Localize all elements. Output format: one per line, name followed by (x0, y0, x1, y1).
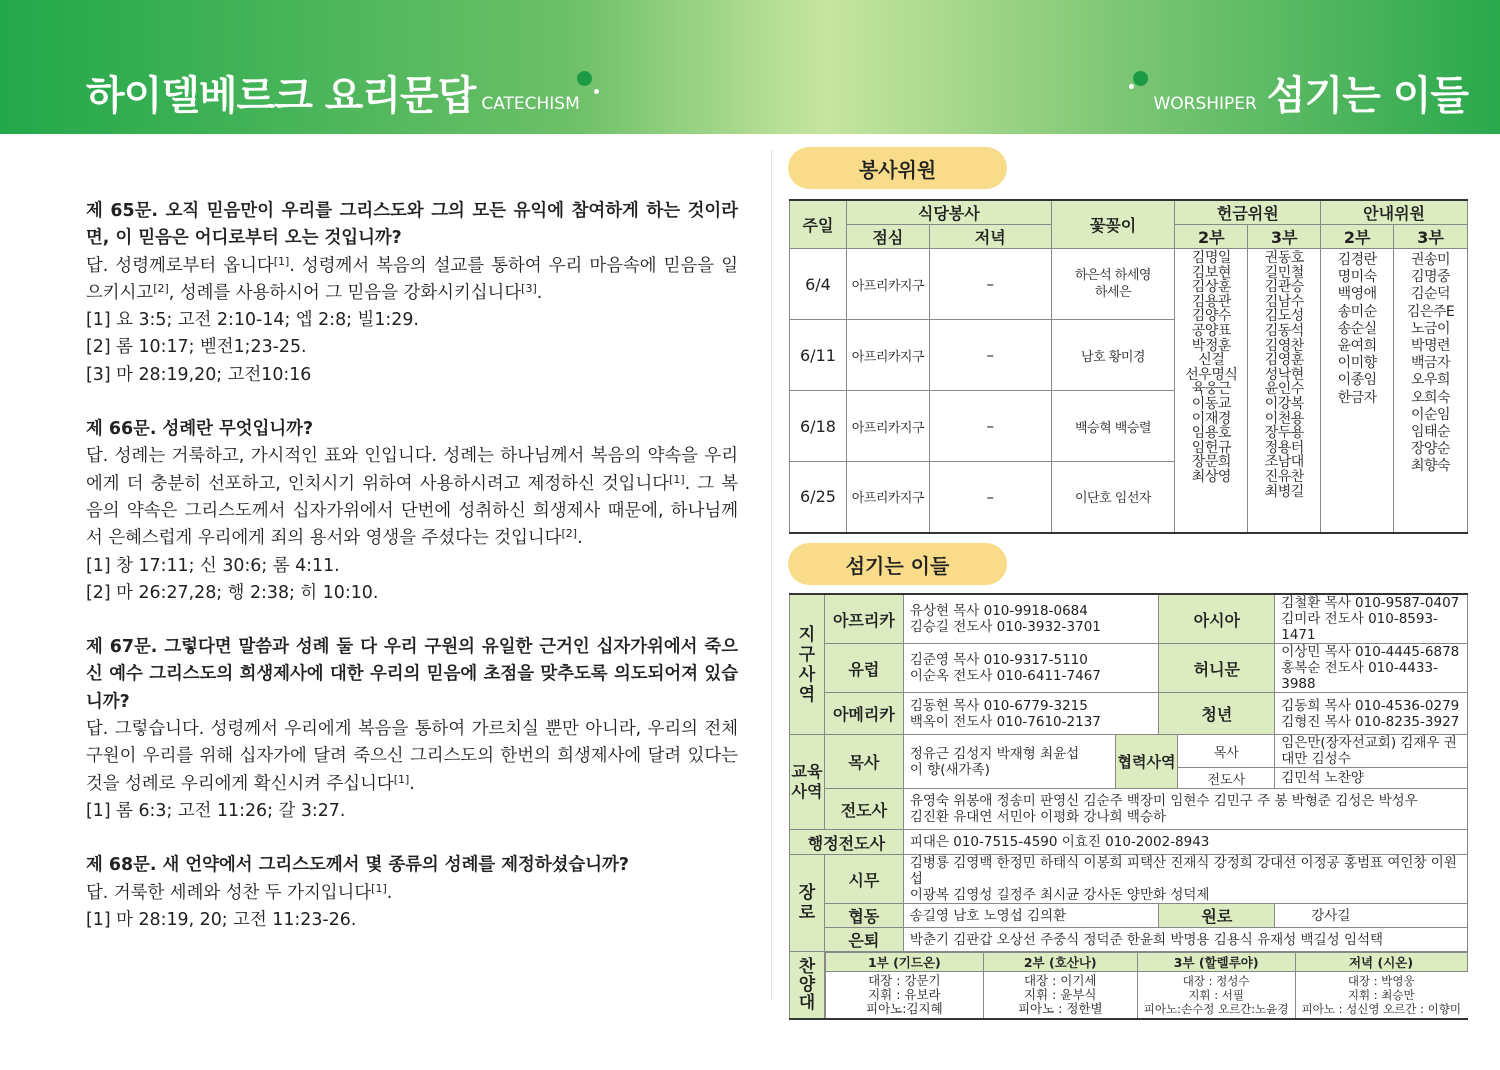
choir-label: 찬 양 대 (790, 952, 825, 1019)
green-dot-icon (577, 71, 592, 86)
guide-3bu-list: 권송미 김명중 김순덕 김은주E 노금이 박명련 백금자 오우희 오희숙 이순임 임태순 장양순 최향숙 (1394, 249, 1468, 533)
offering-2bu-list: 김명일 김보현 김상훈 김용관 김양수 공양표 박정훈 신걸 선우명식 육웅근 이동교 이재경 임용호 임헌규 장문희 최상영 (1175, 249, 1248, 533)
retired-elder-info: 박춘기 김판갑 오상선 주중식 정덕준 한윤희 박명용 김용식 유재성 백길성 임석택 (903, 928, 1467, 952)
assoc-elder-info: 송길영 남호 노영섭 김의환 (903, 904, 1159, 928)
row-lunch: 아프리카지구 (846, 249, 929, 320)
guide-2bu-list: 김경란 명미숙 백영애 송미순 송순실 윤여희 이미향 이종임 한금자 (1321, 249, 1394, 533)
row-lunch: 아프리카지구 (846, 391, 929, 462)
white-dot-icon (1129, 84, 1134, 89)
europe-info: 김준영 목사 010-9317-5110 이순옥 전도사 010-6411-7467 (903, 644, 1159, 693)
header-offering: 헌금위원 (1175, 200, 1321, 225)
catechism-item (86, 198, 738, 389)
catechism-answer: 답. 성례는 거룩하고, 가시적인 표와 인입니다. 성례는 하나님께서 복음의 약속을 우리에게 더 충분히 선포하고, 인치시기 위하여 사용하시려고 제정하신 것입니다[1]. 그 복음의 약속은 그리스도께서 십자가위에서 단번에 성취하신 희생제사 때문에, 하나님께서 은혜스럽게 우리에게 죄의 용서와 영생을 주셨다는 것입니다[2]. (86, 446, 738, 549)
row-flower: 이단호 임선자 (1051, 462, 1175, 533)
honorary-elder-info: 강사길 (1275, 904, 1468, 928)
choir-info: 대장 : 강문기 지휘 : 유보라 피아노:김지혜 (825, 972, 983, 1018)
admin-label: 행정전도사 (790, 830, 904, 855)
page-header (0, 0, 1500, 134)
honeymoon-info: 이상민 목사 010-4445-6878 홍복순 전도사 010-4433-3988 (1275, 644, 1468, 693)
catechism-subtitle: CATECHISM (481, 94, 580, 114)
choir-info: 대장 : 이기세 지휘 : 윤부식 피아노 : 정한별 (983, 972, 1137, 1018)
header-flower: 꽃꽂이 (1051, 200, 1175, 249)
district-label: 지 구 사 역 (790, 594, 825, 735)
row-lunch: 아프리카지구 (846, 320, 929, 391)
header-offering-2bu: 2부 (1175, 225, 1248, 249)
catechism-heading (86, 64, 580, 121)
row-dinner: – (929, 320, 1051, 391)
catechism-reference: [1] 창 17:11; 신 30:6; 롬 4:11. (86, 555, 340, 576)
green-dot-icon (1133, 71, 1148, 86)
assoc-elder-label: 협동 (824, 904, 903, 928)
catechism-reference: [1] 요 3:5; 고전 2:10-14; 엡 2:8; 빌1:29. (86, 310, 419, 331)
catechism-question: 제 68문. 새 언약에서 그리스도께서 몇 종류의 성례를 제정하셨습니까? (86, 855, 629, 876)
choir-info: 대장 : 정성수 지휘 : 서필 피아노:손수정 오르간:노윤경 (1137, 972, 1295, 1018)
row-date: 6/25 (790, 462, 847, 533)
volunteer-row (790, 249, 1468, 320)
servants-pill: 섬기는 이들 (788, 543, 1007, 585)
header-offering-3bu: 3부 (1248, 225, 1321, 249)
catechism-reference: [1] 마 28:19, 20; 고전 11:23-26. (86, 909, 357, 930)
catechism-item (86, 634, 738, 825)
worshiper-subtitle: WORSHIPER (1153, 94, 1257, 114)
header-meal: 식당봉사 (846, 200, 1051, 225)
row-flower: 백승혁 백승렬 (1051, 391, 1175, 462)
catechism-question: 제 65문. 오직 믿음만이 우리를 그리스도와 그의 모든 유익에 참여하게 하는 것이라면, 이 믿음은 어디로부터 오는 것입니까? (86, 201, 738, 249)
honorary-elder-label: 원로 (1159, 904, 1275, 928)
row-date: 6/18 (790, 391, 847, 462)
catechism-question: 제 67문. 그렇다면 말씀과 성례 둘 다 우리 구원의 유일한 근거인 십자가위에서 죽으신 예수 그리스도의 희생제사에 대한 우리의 믿음에 초점을 맞추도록 의도되어져 있습니까? (86, 637, 738, 712)
catechism-item (86, 852, 738, 934)
elder-label: 장 로 (790, 855, 825, 952)
catechism-reference: [2] 롬 10:17; 벧전1;23-25. (86, 337, 307, 358)
europe-label: 유럽 (824, 644, 903, 693)
africa-info: 유상현 목사 010-9918-0684 김승길 전도사 010-3932-3701 (903, 594, 1159, 644)
youth-info: 김동희 목사 010-4536-0279 김형진 목사 010-8235-3927 (1275, 693, 1468, 735)
choir-name: 3부 (할렐루야) (1137, 953, 1295, 972)
coop-evangelist-info: 김민석 노찬양 (1275, 768, 1468, 789)
column-divider (771, 150, 772, 1000)
catechism-question: 제 66문. 성례란 무엇입니까? (86, 419, 314, 440)
catechism-answer: 답. 성령께로부터 옵니다[1]. 성령께서 복음의 설교를 통하여 우리 마음속에 믿음을 일으키시고[2], 성례를 사용하시어 그 믿음을 강화시키십니다[3]. (86, 254, 738, 303)
catechism-reference: [3] 마 28:19,20; 고전10:16 (86, 364, 312, 385)
volunteer-pill: 봉사위원 (788, 147, 1007, 189)
row-flower: 남호 황미경 (1051, 320, 1175, 391)
coop-pastor-label: 목사 (1178, 735, 1275, 768)
header-date: 주일 (790, 200, 847, 249)
choir-container (824, 952, 1467, 1019)
admin-info: 피대은 010-7515-4590 이효진 010-2002-8943 (903, 830, 1467, 855)
youth-label: 청년 (1159, 693, 1275, 735)
header-guide-2bu: 2부 (1321, 225, 1394, 249)
retired-elder-label: 은퇴 (824, 928, 903, 952)
edu-label: 교육 사역 (790, 735, 825, 830)
volunteer-table (789, 199, 1468, 534)
catechism-answer: 답. 거룩한 세례와 성찬 두 가지입니다[1]. (86, 881, 393, 903)
catechism-answer: 답. 그렇습니다. 성령께서 우리에게 복음을 통하여 가르치실 뿐만 아니라, 우리의 전체 구원이 우리를 위해 십자가에 달려 죽으신 그리스도의 한번의 희생제사에 달려 있다는 것을 성례로 우리에게 확신시켜 주십니다[1]. (86, 719, 738, 794)
evangelist-info: 유영숙 위봉애 정송미 판영신 김순주 백장미 임현수 김민구 주 봉 박형준 김성은 박성우 김진환 유대연 서민아 이평화 강나희 백승하 (903, 789, 1467, 830)
catechism-title: 하이델베르크 요리문답 (86, 73, 476, 119)
choir-info: 대장 : 박영웅 지휘 : 최승만 피아노 : 성신영 오르간 : 이향미 (1295, 972, 1467, 1018)
america-label: 아메리카 (824, 693, 903, 735)
asia-label: 아시아 (1159, 594, 1275, 644)
white-dot-icon (594, 89, 599, 94)
worshiper-title: 섬기는 이들 (1266, 73, 1468, 119)
asia-info: 김철환 목사 010-9587-0407 김미라 전도사 010-8593-1471 (1275, 594, 1468, 644)
pastor-label: 목사 (824, 735, 903, 789)
row-dinner: – (929, 249, 1051, 320)
catechism-item (86, 416, 738, 607)
header-lunch: 점심 (846, 225, 929, 249)
header-guide: 안내위원 (1321, 200, 1468, 225)
row-dinner: – (929, 391, 1051, 462)
pastor-info: 정유근 김성지 박재형 최윤섭 이 향(새가족) (903, 735, 1115, 789)
servants-table (789, 593, 1468, 1020)
catechism-section (86, 198, 738, 961)
header-guide-3bu: 3부 (1394, 225, 1468, 249)
row-lunch: 아프리카지구 (846, 462, 929, 533)
catechism-reference: [2] 마 26:27,28; 행 2:38; 히 10:10. (86, 582, 379, 603)
active-elder-info: 김병룡 김영백 한정민 하태식 이봉희 피택산 진재식 강정희 강대선 이정공 홍범표 여인창 이원섭 이광복 김영성 길정주 최시균 강사돈 양만화 성덕제 (903, 855, 1467, 904)
evangelist-label: 전도사 (824, 789, 903, 830)
row-date: 6/4 (790, 249, 847, 320)
coop-evangelist-label: 전도사 (1178, 768, 1275, 789)
choir-table (825, 952, 1468, 1018)
row-flower: 하은석 하세영 하세은 (1051, 249, 1175, 320)
offering-3bu-list: 권동호 길민철 김관승 김남수 김도성 김동석 김영찬 김영훈 성낙현 윤인수 이강복 이천용 장두용 정용터 조남대 진유찬 최병길 (1248, 249, 1321, 533)
honeymoon-label: 허니문 (1159, 644, 1275, 693)
row-date: 6/11 (790, 320, 847, 391)
row-dinner: – (929, 462, 1051, 533)
worshiper-heading (1153, 64, 1468, 121)
africa-label: 아프리카 (824, 594, 903, 644)
america-info: 김동현 목사 010-6779-3215 백옥이 전도사 010-7610-2137 (903, 693, 1159, 735)
choir-name: 저녁 (시온) (1295, 953, 1467, 972)
choir-name: 2부 (호산나) (983, 953, 1137, 972)
coop-label: 협력사역 (1115, 735, 1178, 789)
catechism-reference: [1] 롬 6:3; 고전 11:26; 갈 3:27. (86, 800, 346, 821)
coop-pastor-info: 임은만(장자선교회) 김재우 권대만 김성수 (1275, 735, 1468, 768)
choir-name: 1부 (기드온) (825, 953, 983, 972)
active-elder-label: 시무 (824, 855, 903, 904)
header-dinner: 저녁 (929, 225, 1051, 249)
